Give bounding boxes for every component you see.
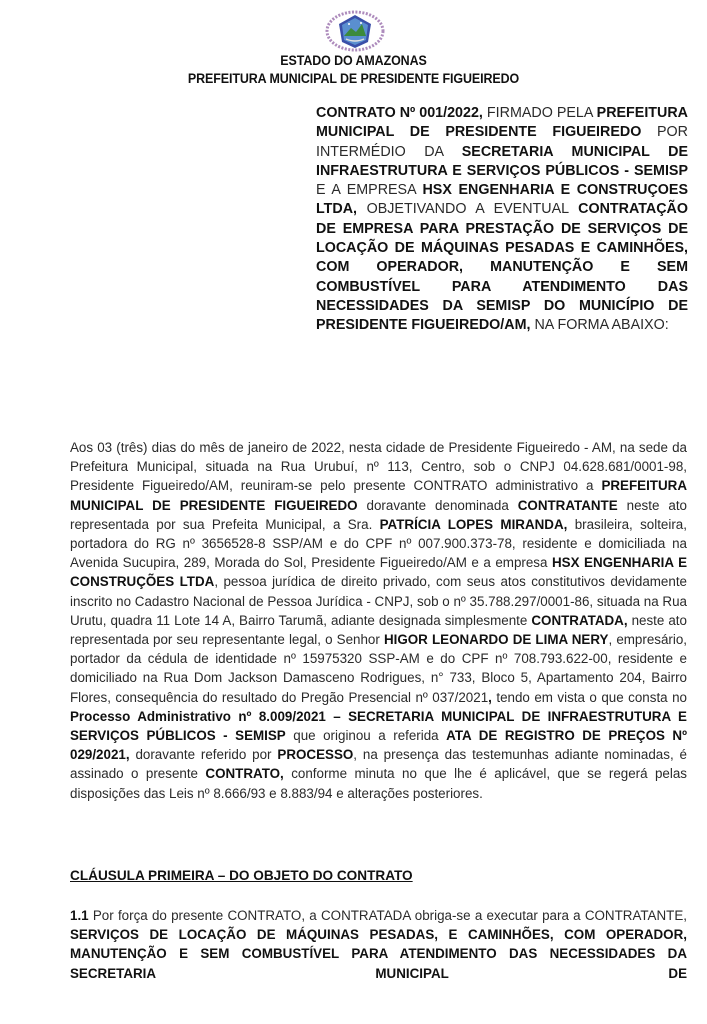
text-run: Aos 03 (três) dias do mês de janeiro de 2022, nesta cidade de Presidente Figueiredo - AM, na sede da Prefeitura Municipal, situada na Rua Urubuí, nº 113, Centro, sob o CNPJ 04.628.681/0001-98, Presidente Figueiredo/AM, reuniram-se pelo presente CONTRATO administrativo a bbox=[70, 440, 687, 494]
text-run: FIRMADO PELA bbox=[482, 105, 597, 121]
bold-text-run: CONTRATO Nº 001/2022, bbox=[316, 105, 483, 121]
bold-text-run: SECRETARIA MUNICIPAL DE INFRAESTRUTURA E SERVIÇOS PÚBLICOS - SEMISP bbox=[316, 143, 688, 179]
text-run: tendo em vista o que consta no bbox=[491, 689, 687, 705]
bold-text-run: PROCESSO bbox=[277, 747, 354, 763]
text-run: NA FORMA ABAIXO: bbox=[530, 317, 669, 334]
text-run: , empresário, portador da cédula de identidade nº 15975320 SSP-AM e do CPF nº 708.793.622-00, residente e domiciliado na Rua Dom Jackson Damasceno Rodrigues, n° 733, Bloco 5, Apartamento 204, Bairro Flores, consequência do resultado do Pregão Presencial nº 037/2021 bbox=[70, 632, 688, 705]
bold-text-run: PREFEITURA MUNICIPAL DE PRESIDENTE FIGUEIREDO bbox=[316, 105, 689, 141]
bold-text-run: CONTRATADA, bbox=[531, 612, 628, 628]
bold-text-run: HIGOR LEONARDO DE LIMA NERY bbox=[383, 632, 609, 648]
bold-text-run: ATA DE REGISTRO DE PREÇOS Nº 029/2021, bbox=[70, 728, 687, 763]
bold-text-run: CONTRATAÇÃO DE EMPRESA PARA PRESTAÇÃO DE SERVIÇOS DE LOCAÇÃO DE MÁQUINAS PESADAS E CAMINHÕES, COM OPERADOR, MANUTENÇÃO E SEM COMBUSTÍVEL PARA ATENDIMENTO DAS NECESSIDADES DA SEMISP DO MUNICÍPIO DE PRESIDENTE FIGUEIREDO/AM, bbox=[316, 201, 688, 334]
coat-of-arms-logo bbox=[324, 10, 386, 52]
text-run: que originou a referida bbox=[285, 728, 447, 744]
contract-summary bbox=[316, 104, 688, 336]
text-run: doravante denominada bbox=[357, 497, 518, 513]
bold-text-run: PREFEITURA MUNICIPAL DE PRESIDENTE FIGUEIREDO bbox=[70, 478, 687, 513]
text-run: doravante referido por bbox=[129, 747, 278, 763]
text-run: E A EMPRESA bbox=[316, 182, 423, 199]
bold-text-run: SERVIÇOS DE LOCAÇÃO DE MÁQUINAS PESADAS, E CAMINHÕES, COM OPERADOR, MANUTENÇÃO E SEM COMBUSTÍVEL PARA ATENDIMENTO DAS NECESSIDADES DA SECRETARIA MUNICIPAL DE bbox=[70, 927, 687, 981]
municipality-heading: PREFEITURA MUNICIPAL DE PRESIDENTE FIGUEIREDO bbox=[187, 71, 520, 86]
text-run: , na presença das testemunhas adiante nominadas, é assinado o presente bbox=[70, 747, 687, 782]
clause-title: CLÁUSULA PRIMEIRA – DO OBJETO DO CONTRATO bbox=[70, 868, 413, 883]
text-run: neste ato representada por sua Prefeita Municipal, a Sra. bbox=[70, 497, 687, 532]
bold-text-run: CONTRATANTE bbox=[517, 497, 618, 513]
text-run: Por força do presente CONTRATO, a CONTRATADA obriga-se a executar para a CONTRATANTE, bbox=[88, 908, 687, 923]
bold-text-run: , bbox=[488, 689, 492, 705]
bold-text-run: Processo Administrativo nº 8.009/2021 – SECRETARIA MUNICIPAL DE INFRAESTRUTURA E SERVIÇOS PÚBLICOS - SEMISP bbox=[70, 708, 687, 744]
bold-text-run: HSX ENGENHARIA E CONSTRUÇOES LTDA, bbox=[316, 182, 688, 218]
text-run: OBJETIVANDO A EVENTUAL bbox=[357, 201, 579, 218]
state-heading: ESTADO DO AMAZONAS bbox=[280, 53, 427, 68]
bold-text-run: HSX ENGENHARIA E CONSTRUÇÕES LTDA bbox=[70, 555, 687, 590]
bold-text-run: 1.1 bbox=[70, 908, 89, 923]
text-run: POR INTERMÉDIO DA bbox=[316, 124, 688, 160]
text-run: brasileira, solteira, portadora do RG nº 3656528-8 SSP/AM e do CPF nº 007.900.373-78, residente e domiciliada na Avenida Sucupira, 289, Morada do Sol, Presidente Figueiredo/AM e a empresa bbox=[70, 516, 687, 571]
preamble-paragraph bbox=[70, 438, 687, 803]
text-run: neste ato representada por seu representante legal, o Senhor bbox=[70, 612, 687, 648]
text-run: conforme minuta no que lhe é aplicável, que se regerá pelas disposições das Leis nº 8.666/93 e 8.883/94 e alterações posteriores. bbox=[70, 766, 687, 801]
bold-text-run: PATRÍCIA LOPES MIRANDA, bbox=[379, 516, 568, 532]
text-run: , pessoa jurídica de direito privado, com seus atos constitutivos devidamente inscrito no Cadastro Nacional de Pessoa Jurídica - CNPJ, sob o nº 35.788.297/0001-86, situada na Rua Urutu, quadra 11 Lote 14 A, Bairro Tarumã, adiante designada simplesmente bbox=[70, 574, 687, 628]
bold-text-run: CONTRATO, bbox=[205, 766, 284, 782]
clause-1-1-paragraph bbox=[70, 906, 687, 983]
